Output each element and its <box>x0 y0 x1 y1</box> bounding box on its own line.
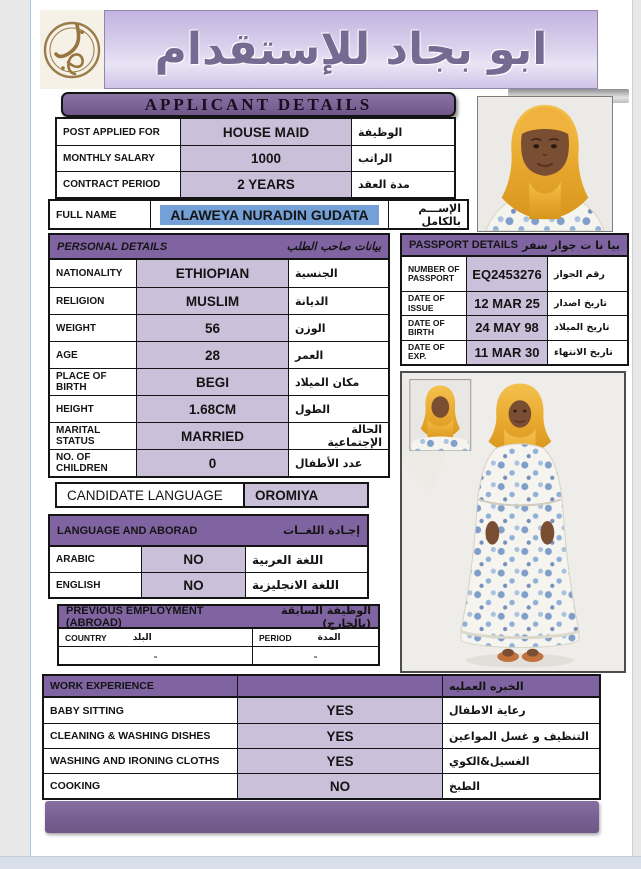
candidate-language-label: CANDIDATE LANGUAGE <box>67 487 223 503</box>
table-row <box>402 257 627 291</box>
company-logo <box>40 10 104 89</box>
table-row <box>50 449 388 476</box>
table-row <box>44 698 599 723</box>
field-label: WASHING AND IRONING CLOTHS <box>50 755 220 767</box>
header-spacer <box>237 676 442 696</box>
field-label: AGE <box>56 349 78 361</box>
table-row <box>57 119 454 145</box>
field-label-arabic: الحالة الإجتماعية <box>288 423 388 449</box>
field-value: NO <box>141 573 245 597</box>
personal-details-header <box>50 235 388 260</box>
table-row <box>50 547 367 572</box>
work-experience-header <box>44 676 599 698</box>
period-column-header: PERIOD المدة <box>252 629 378 646</box>
full-name-label-arabic: الإســـم بالكامل <box>388 201 467 228</box>
country-column-header: COUNTRY البلد <box>65 632 152 643</box>
previous-employment-header <box>59 603 378 630</box>
field-label: HEIGHT <box>56 403 94 415</box>
country-value: - <box>153 648 158 663</box>
field-label: ENGLISH <box>56 579 101 591</box>
personal-details-table <box>48 233 390 478</box>
table-row <box>44 773 599 798</box>
page-bottom-strip <box>0 856 641 869</box>
field-label-arabic: تاريخ اصدار <box>547 292 627 315</box>
field-value: BEGI <box>136 369 288 395</box>
field-label: DATE OF EXP. <box>408 341 445 362</box>
field-value: NO <box>141 547 245 572</box>
section-title-arabic: بيا نا ت جواز سفر <box>522 238 620 252</box>
table-row <box>402 315 627 339</box>
section-title: PERSONAL DETAILS <box>57 240 168 253</box>
field-label: POST APPLIED FOR <box>63 126 160 138</box>
table-row <box>50 287 388 314</box>
applicant-details-title: APPLICANT DETAILS <box>61 92 456 117</box>
full-name-highlight: ALAWEYA NURADIN GUDATA <box>160 205 378 225</box>
field-label: BABY SITTING <box>50 704 124 717</box>
field-value: HOUSE MAID <box>180 119 351 145</box>
field-label: ARABIC <box>56 554 95 565</box>
field-label-arabic: الراتب <box>351 146 454 171</box>
field-value: MUSLIM <box>136 288 288 314</box>
field-value: YES <box>237 724 442 748</box>
field-label-arabic: مكان الميلاد <box>288 369 388 395</box>
field-value: NO <box>237 774 442 798</box>
field-label: WEIGHT <box>56 322 96 334</box>
field-label-arabic: رعاية الاطفال <box>442 698 599 723</box>
field-value: EQ2453276 <box>466 257 547 291</box>
field-label: NUMBER OF PASSPORT <box>408 263 460 283</box>
field-value: 11 MAR 30 <box>466 341 547 364</box>
field-value: 1000 <box>180 146 351 171</box>
applicant-details-table <box>55 117 456 199</box>
field-label-arabic: الجنسية <box>288 260 388 287</box>
period-value: - <box>252 647 378 664</box>
field-label: CLEANING & WASHING DISHES <box>50 730 211 742</box>
field-label-arabic: تاريخ الميلاد <box>547 316 627 339</box>
table-row <box>59 646 378 664</box>
company-name: ابو بجاد للإستقدام <box>154 23 548 75</box>
language-aborad-header <box>50 516 367 547</box>
field-value: 56 <box>136 315 288 341</box>
company-banner <box>104 10 598 89</box>
work-experience-table <box>42 674 601 800</box>
field-label: COOKING <box>50 780 101 792</box>
field-value: YES <box>237 749 442 773</box>
previous-employment-table <box>57 604 380 666</box>
field-label-arabic: تاريخ الانتهاء <box>547 341 627 364</box>
field-label: NO. OF CHILDREN <box>56 452 108 474</box>
field-label: CONTRACT PERIOD <box>63 179 161 190</box>
bottom-decorative-bar <box>45 801 599 833</box>
field-label-arabic: الوظيفة <box>351 119 454 145</box>
table-row <box>44 723 599 748</box>
language-aborad-table <box>48 514 369 599</box>
field-label-arabic: التنظيف و غسل المواعين <box>442 724 599 748</box>
field-label-arabic: الوزن <box>288 315 388 341</box>
table-row <box>50 368 388 395</box>
field-value: 12 MAR 25 <box>466 292 547 315</box>
table-row <box>402 340 627 364</box>
field-value: 28 <box>136 342 288 368</box>
section-title: PREVIOUS EMPLOYMENT (ABROAD) <box>66 604 204 629</box>
field-value: MARRIED <box>136 423 288 449</box>
field-label-arabic: رقم الجواز <box>547 257 627 291</box>
applicant-headshot-photo <box>477 96 613 232</box>
full-name-value <box>150 201 388 228</box>
field-label: PLACE OF BIRTH <box>56 371 107 393</box>
full-name-row <box>48 199 469 230</box>
table-row <box>50 260 388 287</box>
field-label-arabic: العمر <box>288 342 388 368</box>
field-value: 2 YEARS <box>180 172 351 197</box>
field-label: MONTHLY SALARY <box>63 153 155 164</box>
table-row <box>50 314 388 341</box>
field-label: MARITAL STATUS <box>56 425 101 447</box>
field-label: DATE OF BIRTH <box>408 317 445 337</box>
table-row <box>50 572 367 597</box>
table-row <box>402 291 627 315</box>
full-name-label: FULL NAME <box>56 208 117 221</box>
field-label-arabic: مدة العقد <box>351 172 454 197</box>
section-title-arabic: بيانات صاحب الطلب <box>286 240 381 253</box>
field-label-arabic: عدد الأطفال <box>288 450 388 476</box>
table-row <box>57 145 454 171</box>
table-row <box>50 395 388 422</box>
section-title-arabic: الوظيفة السابقة (بالخارج) <box>280 603 371 630</box>
passport-details-header <box>402 235 627 257</box>
table-row <box>44 748 599 773</box>
field-value: ETHIOPIAN <box>136 260 288 287</box>
field-value: 0 <box>136 450 288 476</box>
field-value: YES <box>237 698 442 723</box>
table-row <box>50 341 388 368</box>
section-title-arabic: الخبره العمليه <box>442 676 599 696</box>
table-row <box>57 171 454 197</box>
table-row <box>50 422 388 449</box>
field-label-arabic: الغسيل&الكوي <box>442 749 599 773</box>
field-label: DATE OF ISSUE <box>408 293 445 313</box>
section-title: WORK EXPERIENCE <box>44 676 237 696</box>
section-title: LANGUAGE AND ABORAD <box>57 524 198 537</box>
field-label-arabic: الطول <box>288 396 388 422</box>
candidate-language-row <box>55 482 369 508</box>
field-label-arabic: الديانة <box>288 288 388 314</box>
field-label: RELIGION <box>56 295 105 307</box>
applicant-fullbody-photo <box>400 371 626 673</box>
inset-headshot <box>410 380 471 451</box>
field-label-arabic: اللغة العربية <box>245 547 367 572</box>
field-value: 24 MAY 98 <box>466 316 547 339</box>
candidate-language-value: OROMIYA <box>243 484 367 506</box>
field-label-arabic: الطبخ <box>442 774 599 798</box>
section-title-arabic: إجـادة اللغــات <box>283 524 360 537</box>
field-value: 1.68CM <box>136 396 288 422</box>
calligraphy-seal-icon <box>40 10 104 89</box>
field-label: NATIONALITY <box>56 268 123 279</box>
section-title: PASSPORT DETAILS <box>409 239 518 251</box>
table-column-headers <box>59 629 378 646</box>
field-label-arabic: اللغة الانجليزية <box>245 573 367 597</box>
passport-details-table <box>400 233 629 366</box>
